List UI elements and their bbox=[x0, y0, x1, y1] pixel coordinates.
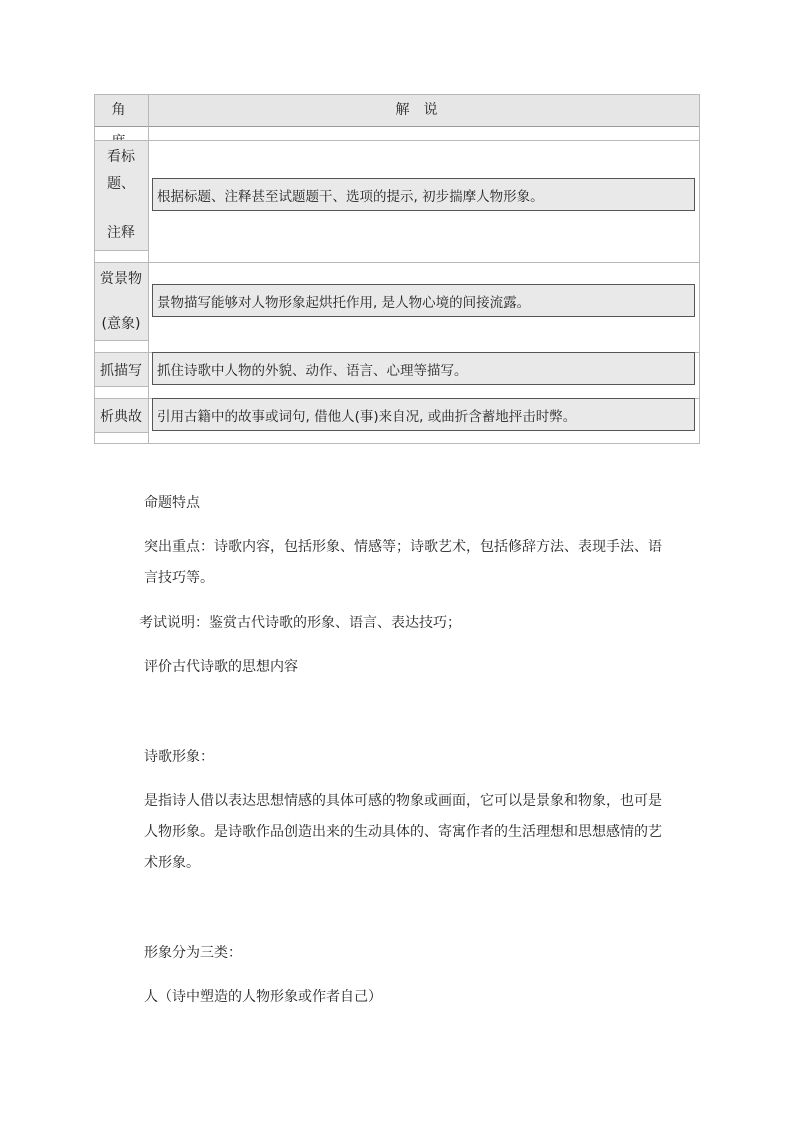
grid-line bbox=[94, 262, 700, 263]
row-explanation-allusion: 引用古籍中的故事或词句, 借他人(事)来自况, 或曲折含蓄地抨击时弊。 bbox=[152, 398, 695, 431]
grid-line bbox=[94, 340, 148, 341]
paragraph-exam-note: 考试说明：鉴赏古代诗歌的形象、语言、表达技巧； bbox=[139, 615, 461, 631]
row-label-title-notes bbox=[94, 140, 148, 250]
row-explanation-scenery: 景物描写能够对人物形象起烘托作用, 是人物心境的间接流露。 bbox=[152, 284, 695, 317]
header-angle: 角 bbox=[111, 102, 137, 118]
table-header-row bbox=[94, 94, 699, 127]
row-label-line: 析典故 bbox=[100, 409, 142, 425]
grid-line bbox=[94, 432, 148, 433]
paragraph-definition-line: 术形象。 bbox=[144, 855, 200, 871]
row-label-scenery bbox=[94, 262, 148, 340]
paragraph-definition-line: 是指诗人借以表达思想情感的具体可感的物象或画面，它可以是景象和物象，也可是 bbox=[144, 793, 662, 809]
paragraph-evaluate: 评价古代诗歌的思想内容 bbox=[144, 659, 298, 675]
section-title-poetic-image: 诗歌形象： bbox=[144, 749, 214, 765]
header-explanation: 解说 bbox=[395, 102, 452, 118]
grid-line bbox=[94, 386, 148, 387]
paragraph-focus-line: 言技巧等。 bbox=[144, 570, 214, 586]
row-label-line: 题、 bbox=[107, 176, 135, 192]
grid-line bbox=[699, 94, 700, 444]
grid-line bbox=[94, 140, 700, 141]
row-label-line: 抓描写 bbox=[100, 363, 142, 379]
grid-line bbox=[94, 250, 148, 251]
row-label-line: 赏景物 bbox=[100, 271, 142, 287]
grid-line bbox=[148, 94, 149, 444]
row-label-line: 看标 bbox=[107, 149, 135, 165]
paragraph-definition-line: 人物形象。是诗歌作品创造出来的生动具体的、寄寓作者的生活理想和思想感情的艺 bbox=[144, 824, 662, 840]
section-title-exam-features: 命题特点 bbox=[144, 495, 200, 511]
row-label-allusion bbox=[94, 398, 148, 432]
row-label-description bbox=[94, 352, 148, 386]
grid-line bbox=[94, 94, 700, 95]
paragraph-focus-line: 突出重点：诗歌内容，包括形象、情感等；诗歌艺术，包括修辞方法、表现手法、语 bbox=[144, 539, 662, 555]
row-explanation-description: 抓住诗歌中人物的外貌、动作、语言、心理等描写。 bbox=[152, 352, 695, 385]
analysis-table bbox=[94, 94, 700, 444]
section-title-image-types: 形象分为三类： bbox=[144, 945, 242, 961]
row-label-line: (意象) bbox=[101, 316, 141, 332]
row-label-line: 注释 bbox=[107, 225, 135, 241]
row-explanation-title-notes: 根据标题、注释甚至试题题干、选项的提示, 初步揣摩人物形象。 bbox=[152, 178, 695, 211]
grid-line bbox=[94, 443, 700, 444]
paragraph-type-person: 人（诗中塑造的人物形象或作者自己） bbox=[144, 989, 382, 1005]
